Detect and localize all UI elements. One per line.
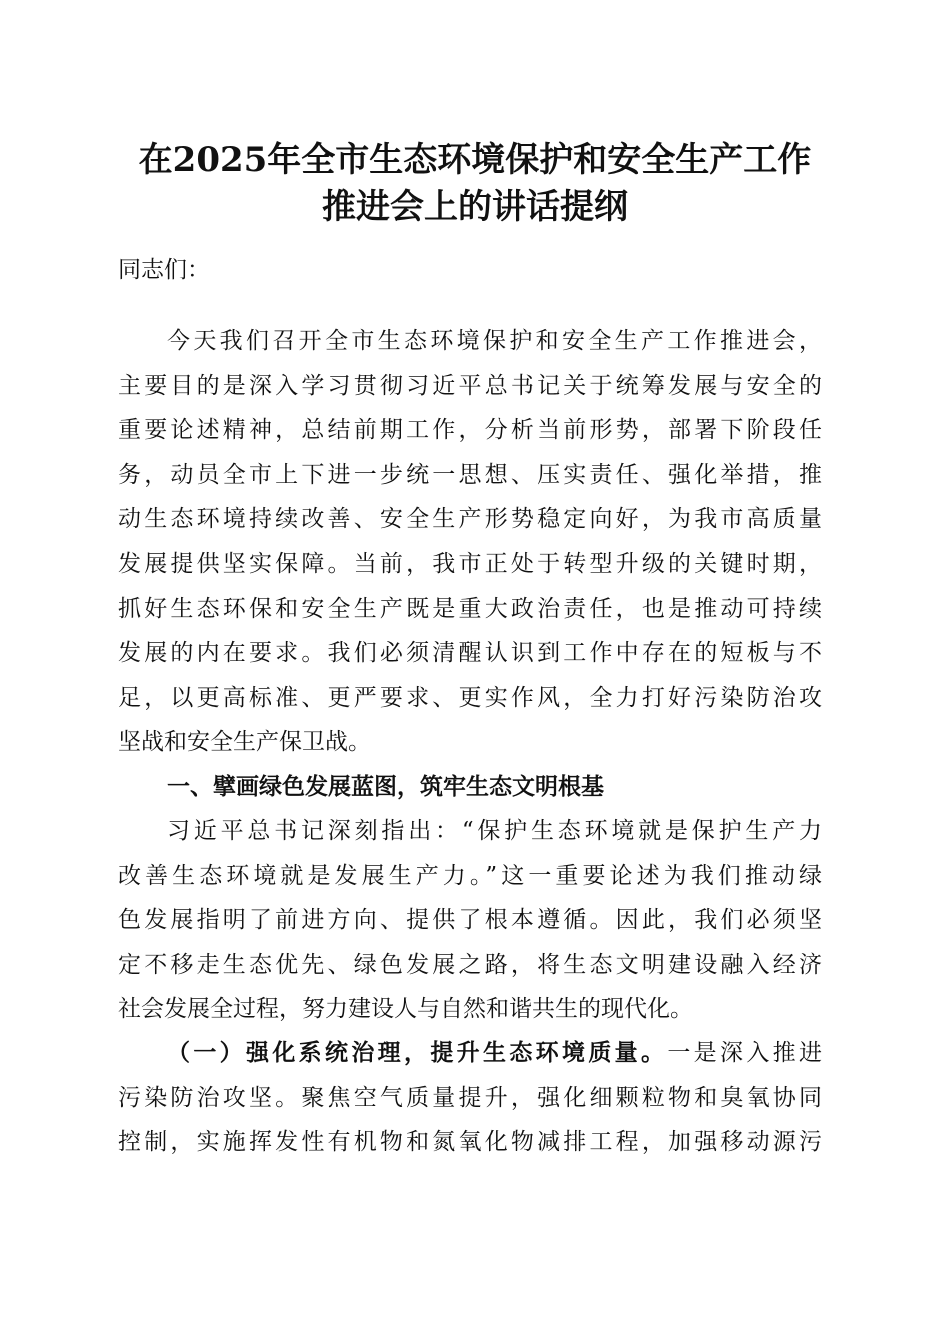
subsection-first-line — [118, 1031, 822, 1076]
text-line: 习近平总书记深刻指出：“保护生态环境就是保护生产力 — [167, 818, 822, 844]
salutation-block — [118, 248, 822, 293]
text-line: 色发展指明了前进方向、提供了根本遵循。因此，我们必须坚 — [118, 907, 822, 934]
text-line: 发展的内在要求。我们必须清醒认识到工作中存在的短板与不 — [118, 640, 822, 667]
text-line: 控制，实施挥发性有机物和氮氧化物减排工程，加强移动源污 — [118, 1129, 822, 1156]
text-line: 坚战和安全生产保卫战。 — [118, 729, 371, 756]
text-line: 改善生态环境就是发展生产力。”这一重要论述为我们推动绿 — [118, 862, 822, 889]
text-line: 发展提供坚实保障。当前，我市正处于转型升级的关键时期， — [118, 550, 822, 577]
text-line: 定不移走生态优先、绿色发展之路，将生态文明建设融入经济 — [118, 951, 822, 978]
subsection-paragraph — [118, 1031, 822, 1165]
subsection-heading: （一）强化系统治理，提升生态环境质量。 — [167, 1039, 668, 1066]
text-line: 重要论述精神，总结前期工作，分析当前形势，部署下阶段任 — [118, 417, 822, 444]
title-line-1: 在2025年全市生态环境保护和安全生产工作 — [138, 140, 812, 180]
section-heading-block — [118, 765, 822, 810]
text-line: 污染防治攻坚。聚焦空气质量提升，强化细颗粒物和臭氧协同 — [118, 1084, 822, 1111]
section-heading: 一、擘画绿色发展蓝图，筑牢生态文明根基 — [167, 773, 604, 800]
text-line: 今天我们召开全市生态环境保护和安全生产工作推进会， — [167, 328, 822, 354]
salutation: 同志们： — [118, 257, 210, 283]
paragraph-quote — [118, 809, 822, 1032]
text-line: 务，动员全市上下进一步统一思想、压实责任、强化举措，推 — [118, 461, 822, 488]
title-line-2: 推进会上的讲话提纲 — [322, 187, 628, 227]
text-line: 抓好生态环保和安全生产既是重大政治责任，也是推动可持续 — [118, 595, 822, 622]
paragraph-intro — [118, 319, 822, 765]
text-line: 足，以更高标准、更严要求、更实作风，全力打好污染防治攻 — [118, 684, 822, 711]
text-line: 社会发展全过程，努力建设人与自然和谐共生的现代化。 — [118, 996, 693, 1023]
text-line: 动生态环境持续改善、安全生产形势稳定向好，为我市高质量 — [118, 506, 822, 533]
text-line: 主要目的是深入学习贯彻习近平总书记关于统筹发展与安全的 — [118, 372, 822, 399]
subsection-lead-rest: 一是深入推进 — [667, 1040, 822, 1066]
document-title — [0, 137, 950, 231]
